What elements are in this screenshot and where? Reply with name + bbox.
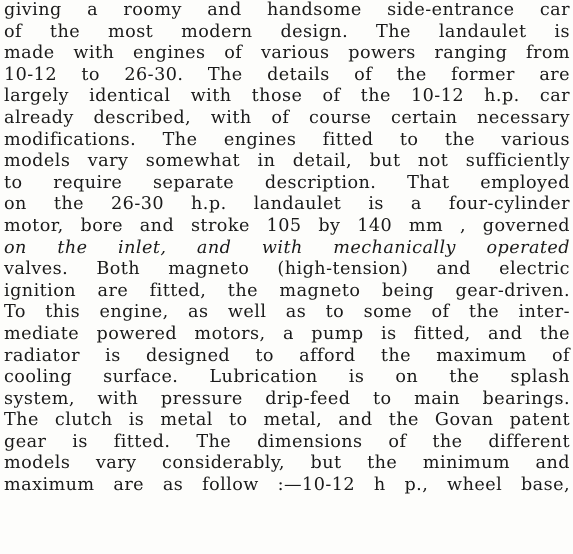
text-line-1: giving a roomy and handsome side-entrance car xyxy=(4,0,570,20)
text-line-21: gear is fitted. The dimensions of the different xyxy=(4,431,570,452)
text-line-20: The clutch is metal to metal, and the Govan patent xyxy=(4,410,570,431)
text-line-6: already described, with of course certain necessary xyxy=(4,107,570,128)
text-line-2: of the most modern design. The landaulet is xyxy=(4,21,570,42)
text-line-7: modifications. The engines fitted to the various xyxy=(4,129,570,150)
text-line-10: on the 26-30 h.p. landaulet is a four-cylinder xyxy=(4,194,570,215)
text-line-9: to require separate description. That employed xyxy=(4,172,570,193)
text-line-5: largely identical with those of the 10-12 h.p. car xyxy=(4,86,570,107)
text-line-13: valves. Both magneto (high-tension) and electric xyxy=(4,259,570,280)
body-text xyxy=(4,0,570,497)
text-line-19: system, with pressure drip-feed to main bearings. xyxy=(4,388,570,409)
text-line-12: on the inlet, and with mechanically operated xyxy=(4,237,570,258)
text-line-4: 10-12 to 26-30. The details of the former are xyxy=(4,64,570,85)
text-line-8: models vary somewhat in detail, but not sufficiently xyxy=(4,151,570,172)
text-line-23: maximum are as follow :—10-12 h p., wheel base, xyxy=(4,475,570,496)
text-line-18: cooling surface. Lubrication is on the splash xyxy=(4,367,570,388)
text-line-3: made with engines of various powers ranging from xyxy=(4,43,570,64)
text-line-11: motor, bore and stroke 105 by 140 mm , governed xyxy=(4,215,570,236)
text-line-17: radiator is designed to afford the maximum of xyxy=(4,345,570,366)
text-line-16: mediate powered motors, a pump is fitted, and the xyxy=(4,323,570,344)
text-line-15: To this engine, as well as to some of the inter- xyxy=(4,302,570,323)
text-line-22: models vary considerably, but the minimum and xyxy=(4,453,570,474)
text-line-14: ignition are fitted, the magneto being gear-driven. xyxy=(4,280,570,301)
